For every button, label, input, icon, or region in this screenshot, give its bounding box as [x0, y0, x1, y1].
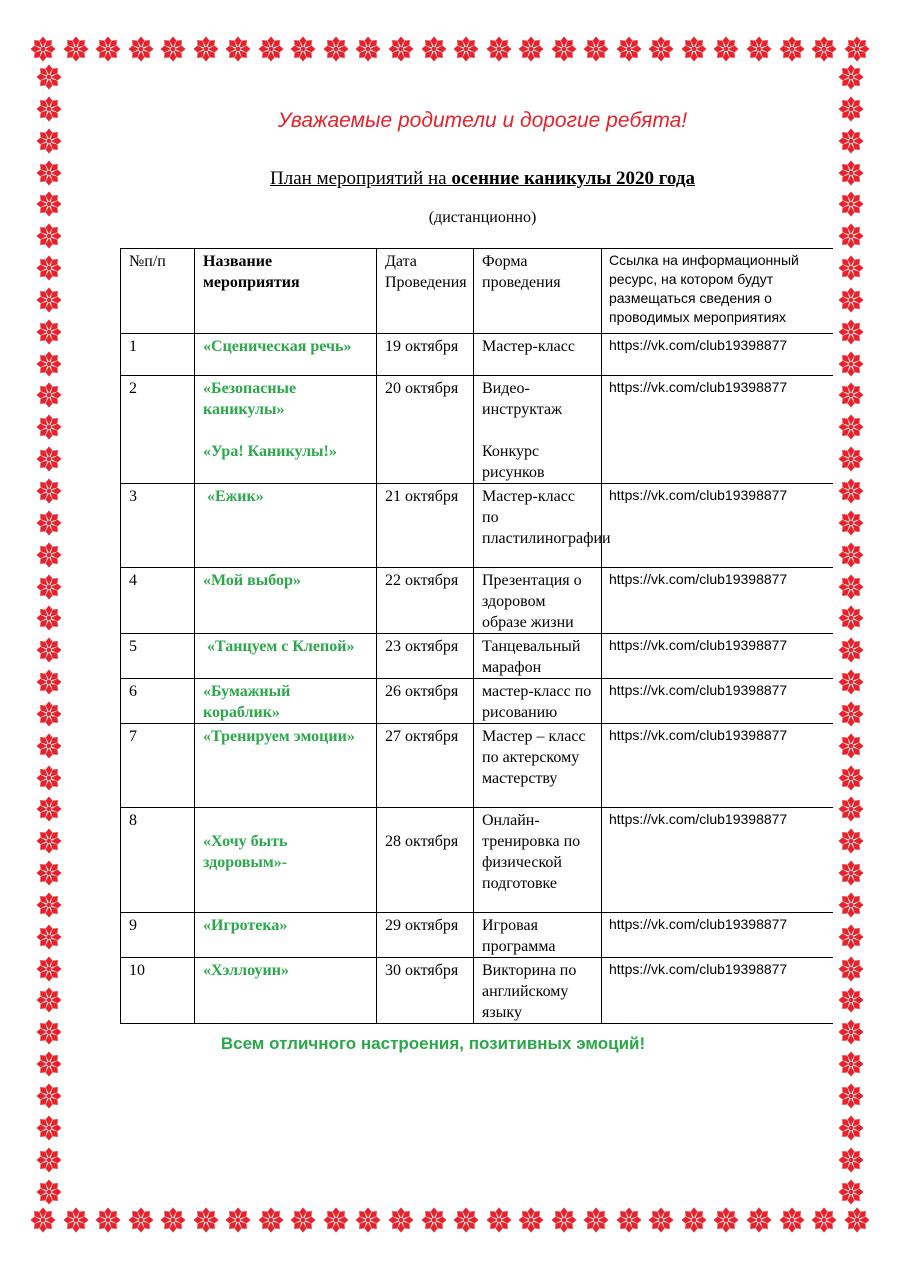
red-folk-star-ornament-icon	[63, 1207, 89, 1233]
red-folk-star-ornament-icon	[838, 223, 864, 249]
row-name-cell	[195, 568, 377, 634]
red-folk-star-ornament-icon	[838, 637, 864, 663]
row-link[interactable]: https://vk.com/club19398877	[602, 568, 833, 634]
red-folk-star-ornament-icon	[36, 733, 62, 759]
red-folk-star-ornament-icon	[838, 987, 864, 1013]
red-folk-star-ornament-icon	[36, 765, 62, 791]
red-folk-star-ornament-icon	[258, 1207, 284, 1233]
red-folk-star-ornament-icon	[193, 1207, 219, 1233]
red-folk-star-ornament-icon	[844, 1207, 870, 1233]
red-folk-star-ornament-icon	[36, 1147, 62, 1173]
red-folk-star-ornament-icon	[838, 669, 864, 695]
table-row	[121, 679, 833, 724]
table-row	[121, 484, 833, 568]
row-date: 27 октября	[377, 724, 474, 808]
red-folk-star-ornament-icon	[36, 1083, 62, 1109]
red-folk-star-ornament-icon	[30, 36, 56, 62]
row-form: Викторина по английскому языку	[474, 958, 602, 1024]
red-folk-star-ornament-icon	[453, 1207, 479, 1233]
red-folk-star-ornament-icon	[838, 351, 864, 377]
red-folk-star-ornament-icon	[30, 1207, 56, 1233]
row-link[interactable]: https://vk.com/club19398877	[602, 958, 833, 1024]
row-date: 26 октября	[377, 679, 474, 724]
red-folk-star-ornament-icon	[290, 1207, 316, 1233]
row-num: 8	[121, 808, 195, 913]
red-folk-star-ornament-icon	[838, 319, 864, 345]
row-name-cell	[195, 484, 377, 568]
row-name-cell	[195, 958, 377, 1024]
red-folk-star-ornament-icon	[36, 669, 62, 695]
header-name: Название мероприятия	[195, 249, 377, 334]
red-folk-star-ornament-icon	[36, 542, 62, 568]
red-folk-star-ornament-icon	[63, 36, 89, 62]
row-form: Игровая программа	[474, 913, 602, 958]
red-folk-star-ornament-icon	[36, 446, 62, 472]
red-folk-star-ornament-icon	[486, 36, 512, 62]
red-folk-star-ornament-icon	[36, 828, 62, 854]
red-folk-star-ornament-icon	[681, 36, 707, 62]
red-folk-star-ornament-icon	[838, 924, 864, 950]
red-folk-star-ornament-icon	[838, 1083, 864, 1109]
red-folk-star-ornament-icon	[453, 36, 479, 62]
red-folk-star-ornament-icon	[355, 36, 381, 62]
red-folk-star-ornament-icon	[811, 1207, 837, 1233]
event-name: «Ежик»	[207, 488, 264, 505]
red-folk-star-ornament-icon	[838, 478, 864, 504]
red-folk-star-ornament-icon	[713, 1207, 739, 1233]
red-folk-star-ornament-icon	[838, 64, 864, 90]
red-folk-star-ornament-icon	[838, 287, 864, 313]
red-folk-star-ornament-icon	[838, 605, 864, 631]
row-link[interactable]: https://vk.com/club19398877	[602, 484, 833, 568]
red-folk-star-ornament-icon	[811, 36, 837, 62]
red-folk-star-ornament-icon	[616, 1207, 642, 1233]
red-folk-star-ornament-icon	[36, 64, 62, 90]
row-date: 20 октября	[377, 376, 474, 484]
row-form: Мастер – класс по актерскому мастерству	[474, 724, 602, 808]
plan-subtitle: (дистанционно)	[428, 209, 537, 226]
red-folk-star-ornament-icon	[36, 382, 62, 408]
event-name: «Безопасные каникулы»	[203, 380, 297, 418]
red-folk-star-ornament-icon	[648, 1207, 674, 1233]
red-folk-star-ornament-icon	[36, 223, 62, 249]
red-folk-star-ornament-icon	[36, 255, 62, 281]
plan-title-prefix: План мероприятий на	[270, 168, 452, 189]
row-date: 23 октября	[377, 634, 474, 679]
red-folk-star-ornament-icon	[838, 892, 864, 918]
row-form: Онлайн-тренировка по физической подготовке	[474, 808, 602, 913]
row-link[interactable]: https://vk.com/club19398877	[602, 679, 833, 724]
row-date: 21 октября	[377, 484, 474, 568]
row-form-cell	[474, 376, 602, 484]
border-top	[30, 34, 870, 64]
red-folk-star-ornament-icon	[518, 1207, 544, 1233]
red-folk-star-ornament-icon	[583, 36, 609, 62]
event-name: «Хэллоуин»	[203, 962, 289, 979]
row-form-secondary: Конкурс рисунков	[482, 443, 545, 481]
row-num: 10	[121, 958, 195, 1024]
row-link[interactable]: https://vk.com/club19398877	[602, 634, 833, 679]
red-folk-star-ornament-icon	[290, 36, 316, 62]
row-form: Танцевальный марафон	[474, 634, 602, 679]
red-folk-star-ornament-icon	[36, 637, 62, 663]
row-link[interactable]: https://vk.com/club19398877	[602, 376, 833, 484]
event-name: «Тренируем эмоции»	[203, 728, 355, 745]
red-folk-star-ornament-icon	[551, 36, 577, 62]
red-folk-star-ornament-icon	[36, 987, 62, 1013]
red-folk-star-ornament-icon	[160, 1207, 186, 1233]
row-num: 7	[121, 724, 195, 808]
table-row	[121, 958, 833, 1024]
row-name-cell	[195, 634, 377, 679]
red-folk-star-ornament-icon	[225, 1207, 251, 1233]
red-folk-star-ornament-icon	[838, 446, 864, 472]
red-folk-star-ornament-icon	[648, 36, 674, 62]
red-folk-star-ornament-icon	[36, 892, 62, 918]
header-date: Дата Проведения	[377, 249, 474, 334]
row-date: 19 октября	[377, 334, 474, 376]
red-folk-star-ornament-icon	[838, 956, 864, 982]
row-date: 30 октября	[377, 958, 474, 1024]
red-folk-star-ornament-icon	[838, 701, 864, 727]
row-name-cell	[195, 334, 377, 376]
red-folk-star-ornament-icon	[355, 1207, 381, 1233]
row-name-cell	[195, 376, 377, 484]
event-name-secondary: «Ура! Каникулы!»	[203, 443, 337, 460]
red-folk-star-ornament-icon	[583, 1207, 609, 1233]
red-folk-star-ornament-icon	[36, 924, 62, 950]
red-folk-star-ornament-icon	[838, 1147, 864, 1173]
row-num: 3	[121, 484, 195, 568]
red-folk-star-ornament-icon	[616, 36, 642, 62]
row-form: мастер-класс по рисованию	[474, 679, 602, 724]
greeting-heading: Уважаемые родители и дорогие ребята!	[277, 109, 688, 132]
red-folk-star-ornament-icon	[36, 605, 62, 631]
red-folk-star-ornament-icon	[128, 36, 154, 62]
table-header-row	[121, 249, 833, 334]
red-folk-star-ornament-icon	[838, 574, 864, 600]
header-form: Форма проведения	[474, 249, 602, 334]
red-folk-star-ornament-icon	[421, 36, 447, 62]
row-date: 28 октября	[385, 833, 459, 850]
red-folk-star-ornament-icon	[36, 287, 62, 313]
red-folk-star-ornament-icon	[838, 382, 864, 408]
plan-title-bold: осенние каникулы 2020 года	[451, 168, 695, 189]
row-form: Презентация о здоровом образе жизни	[474, 568, 602, 634]
row-name-cell	[195, 913, 377, 958]
row-form: Мастер-класс	[474, 334, 602, 376]
red-folk-star-ornament-icon	[36, 701, 62, 727]
red-folk-star-ornament-icon	[36, 414, 62, 440]
closing-message: Всем отличного настроения, позитивных эмоций!	[220, 1034, 646, 1053]
row-num: 4	[121, 568, 195, 634]
red-folk-star-ornament-icon	[838, 414, 864, 440]
red-folk-star-ornament-icon	[160, 36, 186, 62]
red-folk-star-ornament-icon	[681, 1207, 707, 1233]
row-name-cell	[195, 679, 377, 724]
red-folk-star-ornament-icon	[421, 1207, 447, 1233]
table-row	[121, 634, 833, 679]
red-folk-star-ornament-icon	[746, 36, 772, 62]
row-link[interactable]: https://vk.com/club19398877	[602, 913, 833, 958]
row-form: Мастер-класс по пластилинографии	[474, 484, 602, 568]
table-row	[121, 568, 833, 634]
red-folk-star-ornament-icon	[323, 1207, 349, 1233]
red-folk-star-ornament-icon	[838, 1051, 864, 1077]
event-name: «Мой выбор»	[203, 572, 301, 589]
row-name-cell	[195, 724, 377, 808]
border-bottom	[30, 1205, 870, 1235]
red-folk-star-ornament-icon	[838, 733, 864, 759]
row-date: 29 октября	[377, 913, 474, 958]
red-folk-star-ornament-icon	[36, 319, 62, 345]
red-folk-star-ornament-icon	[36, 1115, 62, 1141]
event-name: «Игротека»	[203, 917, 288, 934]
red-folk-star-ornament-icon	[36, 478, 62, 504]
table-row	[121, 724, 833, 808]
red-folk-star-ornament-icon	[838, 765, 864, 791]
event-name: «Бумажный кораблик»	[203, 683, 291, 721]
red-folk-star-ornament-icon	[746, 1207, 772, 1233]
red-folk-star-ornament-icon	[838, 860, 864, 886]
row-form: Видео-инструктаж	[482, 380, 563, 418]
red-folk-star-ornament-icon	[838, 255, 864, 281]
red-folk-star-ornament-icon	[388, 36, 414, 62]
red-folk-star-ornament-icon	[36, 860, 62, 886]
red-folk-star-ornament-icon	[838, 796, 864, 822]
red-folk-star-ornament-icon	[388, 1207, 414, 1233]
table-row	[121, 913, 833, 958]
events-table	[120, 248, 833, 1024]
row-num: 5	[121, 634, 195, 679]
row-num: 1	[121, 334, 195, 376]
row-num: 2	[121, 376, 195, 484]
red-folk-star-ornament-icon	[36, 1179, 62, 1205]
red-folk-star-ornament-icon	[779, 36, 805, 62]
red-folk-star-ornament-icon	[838, 828, 864, 854]
event-name: «Хочу быть здоровым»-	[203, 833, 288, 871]
plan-title	[0, 168, 900, 190]
row-date: 22 октября	[377, 568, 474, 634]
red-folk-star-ornament-icon	[193, 36, 219, 62]
table-row	[121, 376, 833, 484]
red-folk-star-ornament-icon	[36, 796, 62, 822]
red-folk-star-ornament-icon	[36, 1051, 62, 1077]
red-folk-star-ornament-icon	[95, 1207, 121, 1233]
table-row	[121, 808, 833, 913]
red-folk-star-ornament-icon	[225, 36, 251, 62]
red-folk-star-ornament-icon	[838, 510, 864, 536]
event-name: «Сценическая речь»	[203, 338, 352, 355]
red-folk-star-ornament-icon	[36, 956, 62, 982]
red-folk-star-ornament-icon	[323, 36, 349, 62]
row-date-cell	[377, 808, 474, 913]
red-folk-star-ornament-icon	[844, 36, 870, 62]
table-row	[121, 334, 833, 376]
red-folk-star-ornament-icon	[551, 1207, 577, 1233]
red-folk-star-ornament-icon	[838, 1179, 864, 1205]
row-link[interactable]: https://vk.com/club19398877	[602, 808, 833, 913]
red-folk-star-ornament-icon	[36, 574, 62, 600]
row-num: 9	[121, 913, 195, 958]
red-folk-star-ornament-icon	[838, 542, 864, 568]
row-link[interactable]: https://vk.com/club19398877	[602, 334, 833, 376]
row-num: 6	[121, 679, 195, 724]
red-folk-star-ornament-icon	[486, 1207, 512, 1233]
red-folk-star-ornament-icon	[258, 36, 284, 62]
red-folk-star-ornament-icon	[95, 36, 121, 62]
red-folk-star-ornament-icon	[36, 510, 62, 536]
red-folk-star-ornament-icon	[128, 1207, 154, 1233]
red-folk-star-ornament-icon	[838, 1115, 864, 1141]
red-folk-star-ornament-icon	[713, 36, 739, 62]
header-num: №п/п	[121, 249, 195, 334]
row-name-cell	[195, 808, 377, 913]
event-name: «Танцуем с Клепой»	[207, 638, 355, 655]
red-folk-star-ornament-icon	[36, 351, 62, 377]
red-folk-star-ornament-icon	[518, 36, 544, 62]
header-link: Ссылка на информационный ресурс, на котором будут размещаться сведения о проводимых мероприятиях	[602, 249, 833, 334]
row-link[interactable]: https://vk.com/club19398877	[602, 724, 833, 808]
red-folk-star-ornament-icon	[779, 1207, 805, 1233]
